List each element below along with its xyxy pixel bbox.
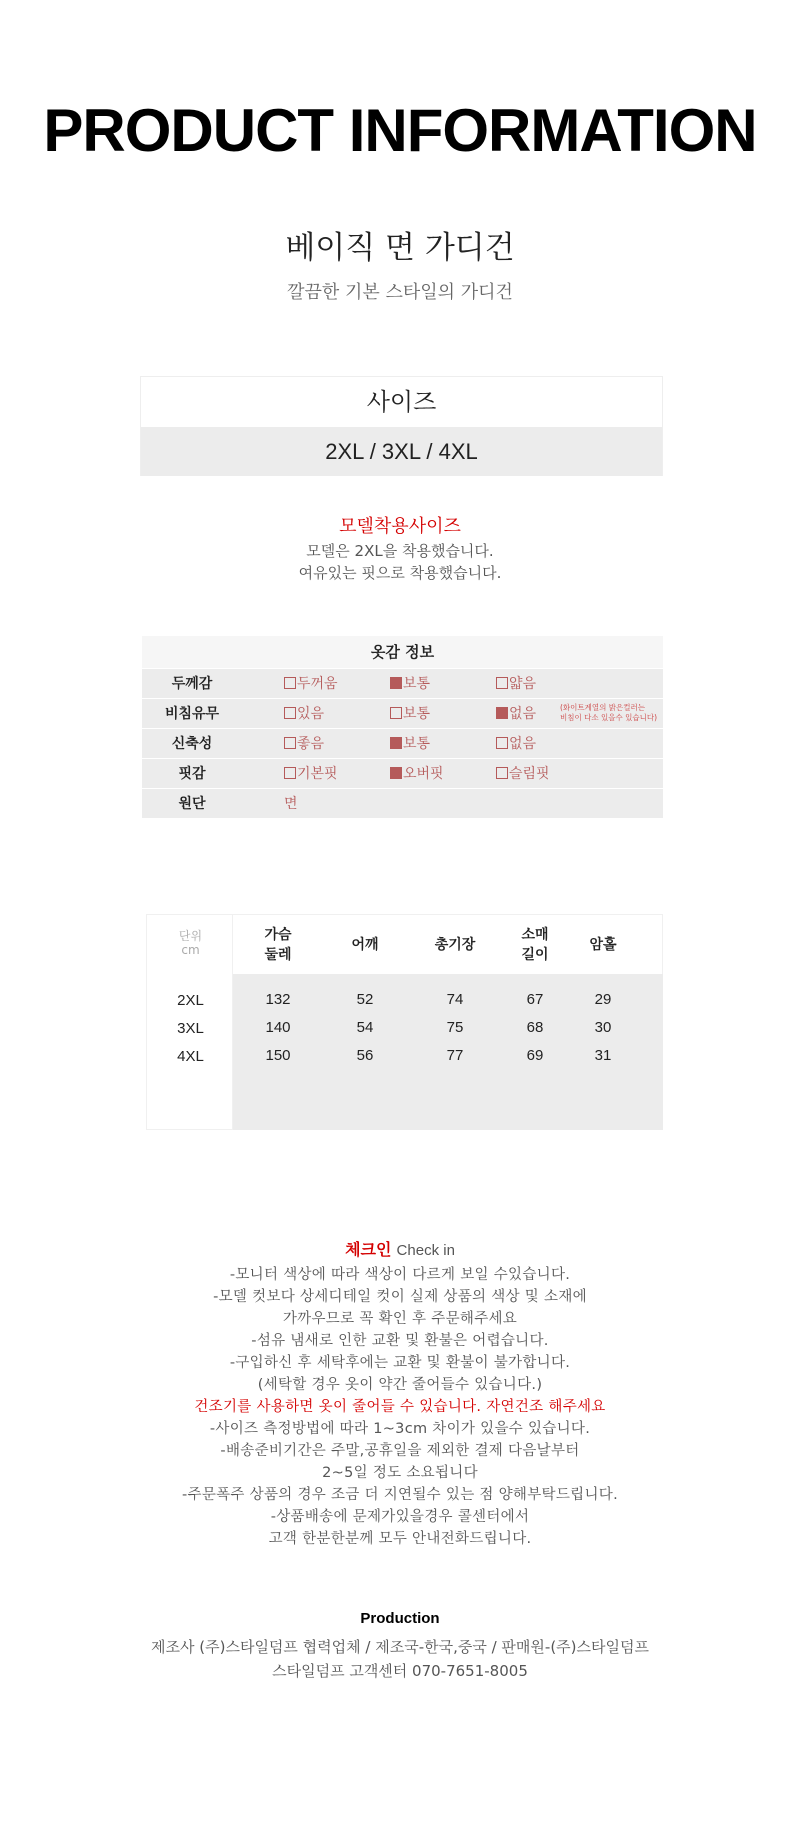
customer-center-info: 스타일덤프 고객센터 070-7651-8005 bbox=[272, 1662, 528, 1680]
note-line: (화이트계열의 밝은컬러는 bbox=[560, 703, 646, 712]
table-cell: 30 bbox=[594, 1019, 612, 1036]
header-line: 총기장 bbox=[434, 937, 476, 953]
header-line: 소매 bbox=[521, 927, 549, 943]
fit-row-label: 신축성 bbox=[171, 736, 213, 752]
option-label: 있음 bbox=[297, 706, 325, 722]
notice-line: -배송준비기간은 주말,공휴일을 제외한 결제 다음날부터 bbox=[220, 1443, 580, 1459]
manufacturer-info: 제조사 (주)스타일덤프 협력업체 / 제조국-한국,중국 / 판매원-(주)스타일덤프 bbox=[151, 1638, 649, 1656]
option-label: 보통 bbox=[403, 706, 431, 722]
table-cell: 69 bbox=[526, 1047, 544, 1064]
header-line: 둘레 bbox=[264, 947, 292, 963]
checkbox-filled-icon bbox=[390, 677, 402, 689]
check-in-title bbox=[0, 1238, 800, 1263]
option-yes bbox=[284, 699, 324, 729]
size-heading: 사이즈 bbox=[141, 377, 662, 427]
size-column bbox=[146, 914, 233, 1130]
option-normal bbox=[390, 729, 430, 759]
checkbox-empty-icon bbox=[496, 767, 508, 779]
notice-line: 2~5일 정도 소요됩니다 bbox=[322, 1465, 478, 1481]
column-header-shoulder bbox=[325, 915, 405, 975]
checkbox-filled-icon bbox=[496, 707, 508, 719]
table-cell: 140 bbox=[265, 1019, 291, 1036]
table-cell: 54 bbox=[356, 1019, 374, 1036]
option-good bbox=[284, 729, 324, 759]
measurement-table bbox=[146, 914, 663, 1130]
option-label: 없음 bbox=[509, 706, 537, 722]
sheerness-note bbox=[560, 703, 657, 723]
notice-line: -모델 컷보다 상세디테일 컷이 실제 상품의 색상 및 소재에 bbox=[213, 1289, 587, 1305]
notice-line: 가까우므로 꼭 확인 후 주문해주세요 bbox=[282, 1311, 518, 1327]
notice-line: -모니터 색상에 따라 색상이 다르게 보일 수있습니다. bbox=[229, 1267, 571, 1283]
option-label: 보통 bbox=[403, 736, 431, 752]
option-normal bbox=[390, 669, 430, 699]
column-header-chest bbox=[238, 915, 318, 975]
size-cell: 4XL bbox=[177, 1048, 204, 1065]
production-title: Production bbox=[360, 1610, 440, 1627]
size-list: 2XL / 3XL / 4XL bbox=[141, 427, 662, 476]
option-slim-fit bbox=[496, 759, 550, 789]
option-none bbox=[496, 729, 536, 759]
table-cell: 132 bbox=[265, 991, 291, 1008]
option-none bbox=[496, 699, 536, 729]
option-thick bbox=[284, 669, 338, 699]
checkbox-empty-icon bbox=[284, 677, 296, 689]
notice-line: 고객 한분한분께 모두 안내전화드립니다. bbox=[268, 1531, 532, 1547]
fit-row-sheerness bbox=[142, 698, 663, 728]
table-cell: 31 bbox=[594, 1047, 612, 1064]
notice-line: -섬유 냄새로 인한 교환 및 환불은 어렵습니다. bbox=[251, 1333, 549, 1349]
header-line: 어깨 bbox=[351, 937, 379, 953]
unit-label bbox=[147, 929, 234, 957]
checkbox-empty-icon bbox=[284, 767, 296, 779]
option-label: 기본핏 bbox=[297, 766, 338, 782]
fit-row-label: 원단 bbox=[178, 796, 206, 812]
checkbox-filled-icon bbox=[390, 767, 402, 779]
fit-row-label: 두께감 bbox=[171, 676, 213, 692]
note-line: 비침이 다소 있을수 있습니다) bbox=[560, 713, 658, 722]
option-thin bbox=[496, 669, 536, 699]
fabric-info-heading: 옷감 정보 bbox=[142, 636, 663, 668]
option-label: 슬림핏 bbox=[509, 766, 550, 782]
fit-row-label: 핏감 bbox=[178, 766, 206, 782]
product-subtitle: 깔끔한 기본 스타일의 가디건 bbox=[287, 282, 513, 303]
table-cell: 75 bbox=[446, 1019, 464, 1036]
table-cell: 29 bbox=[594, 991, 612, 1008]
notice-line: (세탁할 경우 옷이 약간 줄어들수 있습니다.) bbox=[257, 1377, 543, 1393]
fit-row-fit bbox=[142, 758, 663, 788]
unit-text: cm bbox=[181, 943, 200, 957]
checkbox-empty-icon bbox=[496, 737, 508, 749]
column-header-length bbox=[415, 915, 495, 975]
fit-row-stretch bbox=[142, 728, 663, 758]
option-label: 두꺼움 bbox=[297, 676, 338, 692]
measurement-header bbox=[233, 914, 663, 974]
table-cell: 56 bbox=[356, 1047, 374, 1064]
fabric-value: 면 bbox=[284, 796, 298, 812]
option-label: 보통 bbox=[403, 676, 431, 692]
option-label: 오버핏 bbox=[403, 766, 444, 782]
fit-row-fabric bbox=[142, 788, 663, 818]
model-line: 모델은 2XL을 착용했습니다. bbox=[306, 542, 494, 560]
option-over-fit bbox=[390, 759, 444, 789]
check-in-title-en: Check in bbox=[396, 1242, 455, 1259]
notice-line: -상품배송에 문제가있을경우 콜센터에서 bbox=[270, 1509, 530, 1525]
header-line: 가슴 bbox=[264, 927, 292, 943]
option-label: 좋음 bbox=[297, 736, 325, 752]
checkbox-empty-icon bbox=[390, 707, 402, 719]
size-cell: 3XL bbox=[177, 1020, 204, 1037]
table-cell: 77 bbox=[446, 1047, 464, 1064]
header-line: 암홀 bbox=[589, 937, 617, 953]
checkbox-filled-icon bbox=[390, 737, 402, 749]
unit-text: 단위 bbox=[178, 929, 203, 943]
fabric-info-table bbox=[142, 636, 663, 818]
option-normal bbox=[390, 699, 430, 729]
measurement-body bbox=[233, 974, 663, 1130]
notice-line: -주문폭주 상품의 경우 조금 더 지연될수 있는 점 양해부탁드립니다. bbox=[181, 1487, 618, 1503]
notice-line: -구입하신 후 세탁후에는 교환 및 환불이 불가합니다. bbox=[229, 1355, 571, 1371]
header-line: 길이 bbox=[521, 947, 549, 963]
product-name: 베이직 면 가디건 bbox=[285, 230, 515, 266]
option-label: 얇음 bbox=[509, 676, 537, 692]
fit-row-thickness bbox=[142, 668, 663, 698]
table-cell: 67 bbox=[526, 991, 544, 1008]
page-title: PRODUCT INFORMATION bbox=[43, 97, 757, 164]
fit-row-label: 비침유무 bbox=[164, 706, 220, 722]
table-cell: 52 bbox=[356, 991, 374, 1008]
model-line: 여유있는 핏으로 착용했습니다. bbox=[298, 564, 502, 582]
table-cell: 74 bbox=[446, 991, 464, 1008]
notice-line: -사이즈 측정방법에 따라 1~3cm 차이가 있을수 있습니다. bbox=[209, 1421, 591, 1437]
option-basic-fit bbox=[284, 759, 338, 789]
size-box bbox=[140, 376, 663, 476]
checkbox-empty-icon bbox=[284, 707, 296, 719]
model-size-title: 모델착용사이즈 bbox=[339, 516, 461, 537]
dryer-warning: 건조기를 사용하면 옷이 줄어들 수 있습니다. 자연건조 해주세요 bbox=[194, 1399, 606, 1415]
checkbox-empty-icon bbox=[284, 737, 296, 749]
option-label: 없음 bbox=[509, 736, 537, 752]
table-cell: 150 bbox=[265, 1047, 291, 1064]
table-cell: 68 bbox=[526, 1019, 544, 1036]
checkbox-empty-icon bbox=[496, 677, 508, 689]
column-header-armhole bbox=[563, 915, 643, 975]
check-in-title-kr: 체크인 bbox=[345, 1240, 392, 1259]
size-cell: 2XL bbox=[177, 992, 204, 1009]
